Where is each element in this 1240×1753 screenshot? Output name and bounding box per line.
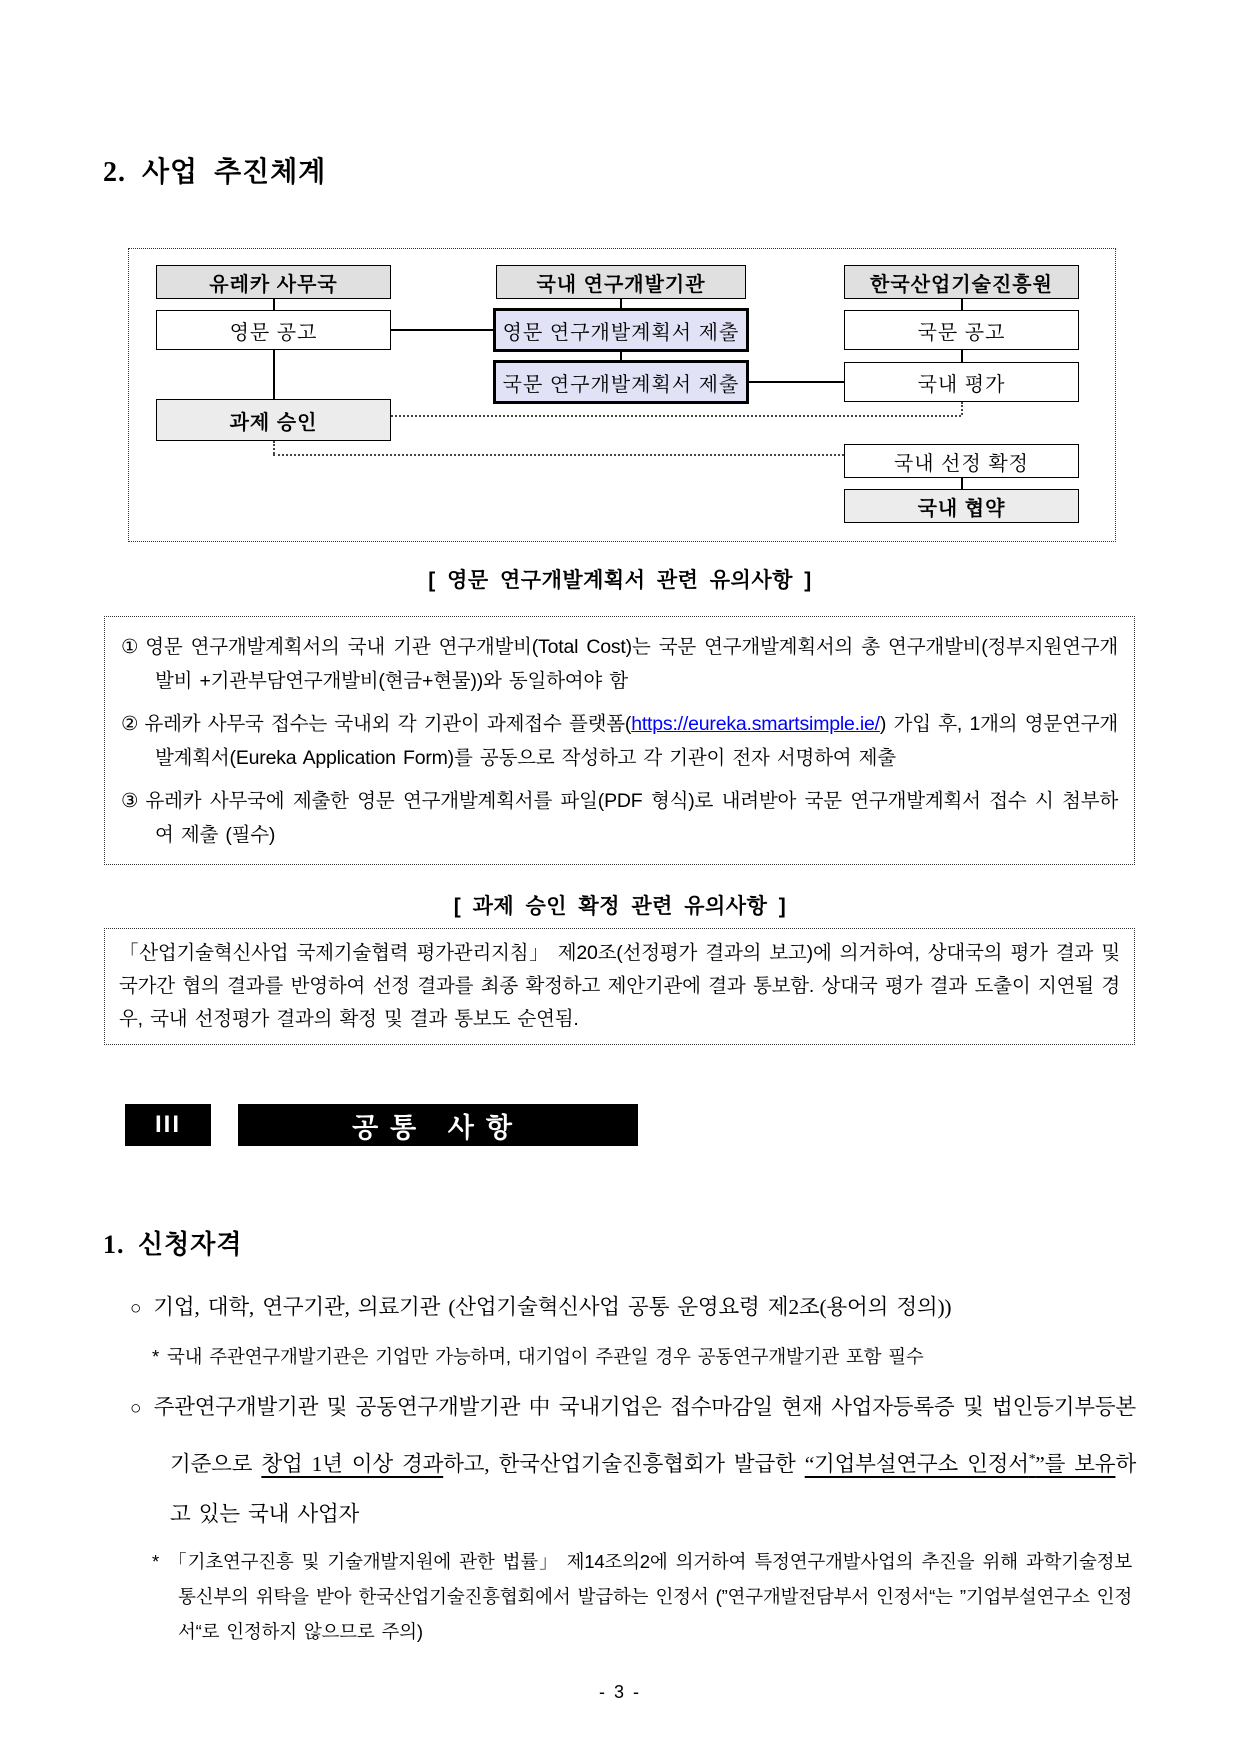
flowchart-box-eureka-office: 유레카 사무국: [156, 265, 391, 299]
section2-heading: 2. 사업 추진체계: [103, 157, 327, 188]
qualification-bullet-1: [130, 1290, 1136, 1324]
circle-bullet-marker: ○: [130, 1398, 142, 1419]
flowchart-box-korean-announcement: 국문 공고: [844, 310, 1079, 350]
bullet2-segment-1: 주관연구개발기관 및 공동연구개발기관 中 국내기업은 접수마감일 현재 사업자등록증 및 법인등기부등본 기준으로: [153, 1395, 1136, 1477]
notice-item-2: [121, 708, 1118, 775]
flowchart-box-domestic-agreement: 국내 협약: [844, 489, 1079, 523]
flowchart-box-english-plan-submission: 영문 연구개발계획서 제출: [493, 308, 749, 352]
bullet2-segment-2: 하고, 한국산업기술진흥협회가 발급한: [443, 1452, 805, 1477]
bullet2-segment-3: 하고 있는 국내 사업자: [170, 1452, 1137, 1527]
notice-english-plan-title: [ 영문 연구개발계획서 관련 유의사항 ]: [428, 569, 812, 592]
process-flowchart: [128, 248, 1116, 542]
connector-line: [620, 352, 622, 360]
qualification-bullet-2: [130, 1382, 1136, 1539]
connector-line: [961, 299, 963, 310]
notice-item-2-text-before: 유레카 사무국 접수는 국내외 각 기관이 과제접수 플랫폼(: [144, 713, 632, 736]
asterisk-marker: *: [152, 1551, 159, 1572]
eureka-platform-link[interactable]: https://eureka.smartsimple.ie/: [631, 713, 880, 736]
flowchart-box-domestic-evaluation: 국내 평가: [844, 362, 1079, 402]
dotted-connector-line: [273, 454, 844, 456]
qualification-footnote-1-text: 국내 주관연구개발기관은 기업만 가능하며, 대기업이 주관일 경우 공동연구개발기관 포함 필수: [167, 1346, 924, 1367]
notice-approval-title: [ 과제 승인 확정 관련 유의사항 ]: [453, 895, 787, 918]
page-number: - 3 -: [598, 1682, 641, 1702]
dotted-connector-line: [961, 402, 963, 415]
connector-line: [391, 329, 493, 331]
bullet2-underlined-2: [805, 1452, 1116, 1476]
qualification-footnote-1: [152, 1342, 1092, 1372]
connector-line: [961, 478, 963, 489]
notice-approval-body: 「산업기술혁신사업 국제기술협력 평가관리지침」 제20조(선정평가 결과의 보고)에 의거하여, 상대국의 평가 결과 및 국가간 협의 결과를 반영하여 선정 결과를 최종 확정하고 제안기관에 결과 통보함. 상대국 평가 결과 도출이 지연될 경우, 국내 선정평가 결과의 확정 및 결과 통보도 순연됨.: [119, 942, 1120, 1031]
asterisk-marker: *: [152, 1346, 159, 1367]
subsection1-heading: 1. 신청자격: [103, 1230, 243, 1259]
bullet2-underlined-2-post: ”를 보유: [1035, 1452, 1116, 1477]
bullet2-underlined-2-pre: “기업부설연구소 인정서: [804, 1452, 1029, 1477]
flowchart-box-project-approval: 과제 승인: [156, 399, 391, 441]
flowchart-box-english-announcement: 영문 공고: [156, 310, 391, 350]
notice-item-3-text: 유레카 사무국에 제출한 영문 연구개발계획서를 파일(PDF 형식)로 내려받아 국문 연구개발계획서 접수 시 첨부하여 제출 (필수): [145, 790, 1118, 846]
flowchart-box-domestic-selection-confirmation: 국내 선정 확정: [844, 444, 1079, 478]
item-number: ②: [121, 713, 139, 736]
item-number: ①: [121, 636, 140, 658]
flowchart-box-domestic-rnd-institution: 국내 연구개발기관: [496, 265, 746, 299]
connector-line: [749, 381, 844, 383]
connector-line: [961, 350, 963, 362]
qualification-footnote-2: [152, 1544, 1132, 1649]
notice-item-1-text: 영문 연구개발계획서의 국내 기관 연구개발비(Total Cost)는 국문 연구개발계획서의 총 연구개발비(정부지원연구개발비 +기관부담연구개발비(현금+현물))와 동일하여야 함: [145, 636, 1118, 692]
notice-item-2-text-after: ) 가입 후, 1개의 영문연구개발계획서(Eureka Application Form)를 공동으로 작성하고 각 기관이 전자 서명하여 제출: [155, 713, 1118, 769]
dotted-connector-line: [273, 441, 275, 454]
flowchart-box-kiat: 한국산업기술진흥원: [844, 265, 1079, 299]
dotted-connector-line: [391, 415, 961, 417]
circle-bullet-marker: ○: [130, 1298, 142, 1319]
flowchart-box-korean-plan-submission: 국문 연구개발계획서 제출: [493, 360, 749, 404]
connector-line: [273, 350, 275, 399]
notice-item-1: [121, 631, 1118, 698]
connector-line: [273, 299, 275, 310]
qualification-bullet-1-text: 기업, 대학, 연구기관, 의료기관 (산업기술혁신사업 공통 운영요령 제2조(용어의 정의)): [153, 1295, 952, 1319]
footnote-reference-asterisk: *: [1028, 1451, 1036, 1466]
section3-title-banner: 공통 사항: [238, 1104, 638, 1146]
qualification-footnote-2-text: 「기초연구진흥 및 기술개발지원에 관한 법률」 제14조의2에 의거하여 특정연구개발사업의 추진을 위해 과학기술정보통신부의 위탁을 받아 한국산업기술진흥협회에서 발급하는 인정서 (”연구개발전담부서 인정서“는 ”기업부설연구소 인정서“로 인정하지 않으므로 주의): [167, 1551, 1132, 1642]
notice-approval-box: [104, 928, 1135, 1045]
bullet2-underlined-1: 창업 1년 이상 경과: [261, 1452, 444, 1477]
notice-english-plan-box: [104, 616, 1135, 865]
section3-roman-badge: III: [125, 1104, 211, 1146]
connector-line: [620, 299, 622, 308]
item-number: ③: [121, 790, 140, 813]
notice-item-3: [121, 785, 1118, 852]
